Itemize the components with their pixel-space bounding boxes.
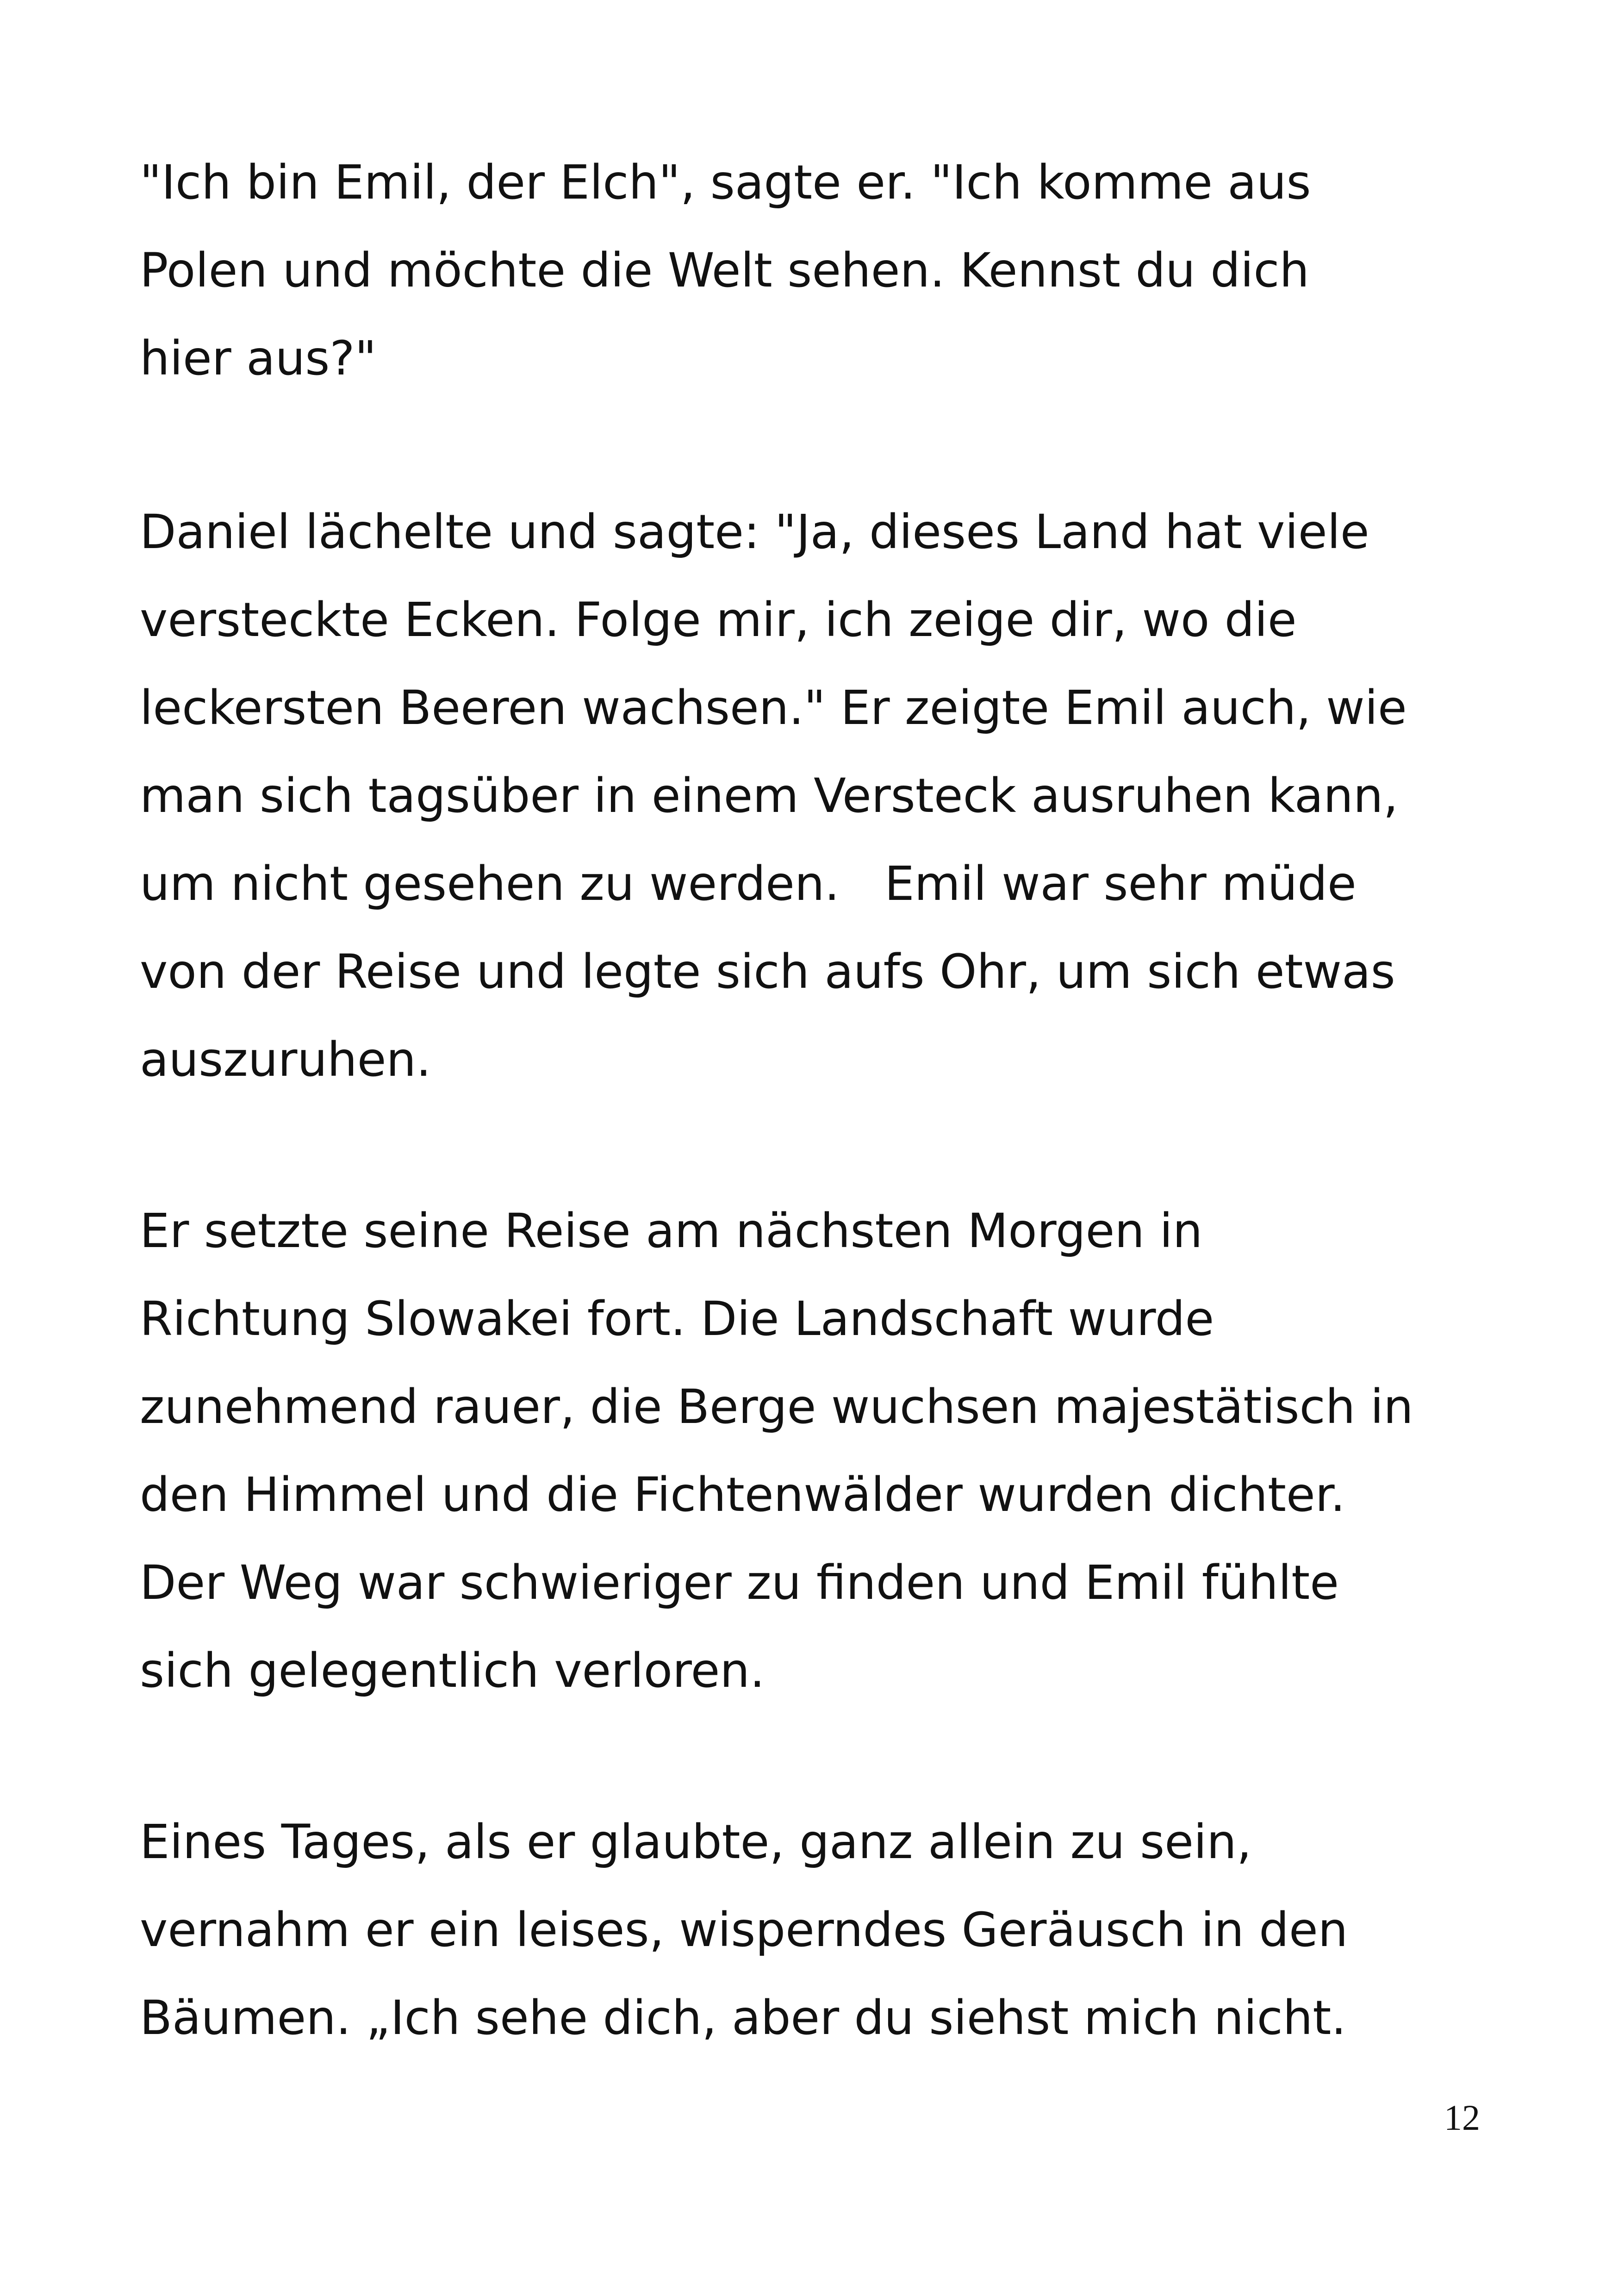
text-line: um nicht gesehen zu werden. Emil war sehr müde: [140, 856, 1357, 911]
text-line: zunehmend rauer, die Berge wuchsen majestätisch in: [140, 1379, 1413, 1435]
text-line: Er setzte seine Reise am nächsten Morgen in: [140, 1204, 1203, 1259]
text-line: hier aus?": [140, 331, 377, 386]
text-line: leckersten Beeren wachsen." Er zeigte Emil auch, wie: [140, 680, 1407, 736]
text-line: versteckte Ecken. Folge mir, ich zeige dir, wo die: [140, 593, 1297, 648]
text-line: sich gelegentlich verloren.: [140, 1643, 765, 1698]
text-line: Bäumen. „Ich sehe dich, aber du siehst mich nicht.: [140, 1990, 1346, 2046]
text-line: Der Weg war schwieriger zu finden und Emil fühlte: [140, 1555, 1339, 1610]
paragraph-4: [140, 1798, 1510, 2062]
text-line: "Ich bin Emil, der Elch", sagte er. "Ich komme aus: [140, 155, 1311, 210]
text-line: Daniel lächelte und sagte: "Ja, dieses Land hat viele: [140, 505, 1369, 560]
page-number: 12: [1444, 2097, 1480, 2138]
text-line: den Himmel und die Fichtenwälder wurden dichter.: [140, 1467, 1345, 1522]
paragraph-3: [140, 1187, 1510, 1715]
text-line: Richtung Slowakei fort. Die Landschaft wurde: [140, 1292, 1214, 1347]
paragraph-1: [140, 139, 1510, 403]
text-line: Eines Tages, als er glaubte, ganz allein zu sein,: [140, 1815, 1252, 1870]
text-line: man sich tagsüber in einem Versteck ausruhen kann,: [140, 768, 1398, 824]
text-line: von der Reise und legte sich aufs Ohr, um sich etwas: [140, 944, 1395, 999]
text-line: auszuruhen.: [140, 1032, 431, 1087]
text-line: vernahm er ein leises, wisperndes Geräusch in den: [140, 1903, 1348, 1958]
paragraph-2: [140, 488, 1510, 1104]
text-line: Polen und möchte die Welt sehen. Kennst du dich: [140, 243, 1310, 298]
